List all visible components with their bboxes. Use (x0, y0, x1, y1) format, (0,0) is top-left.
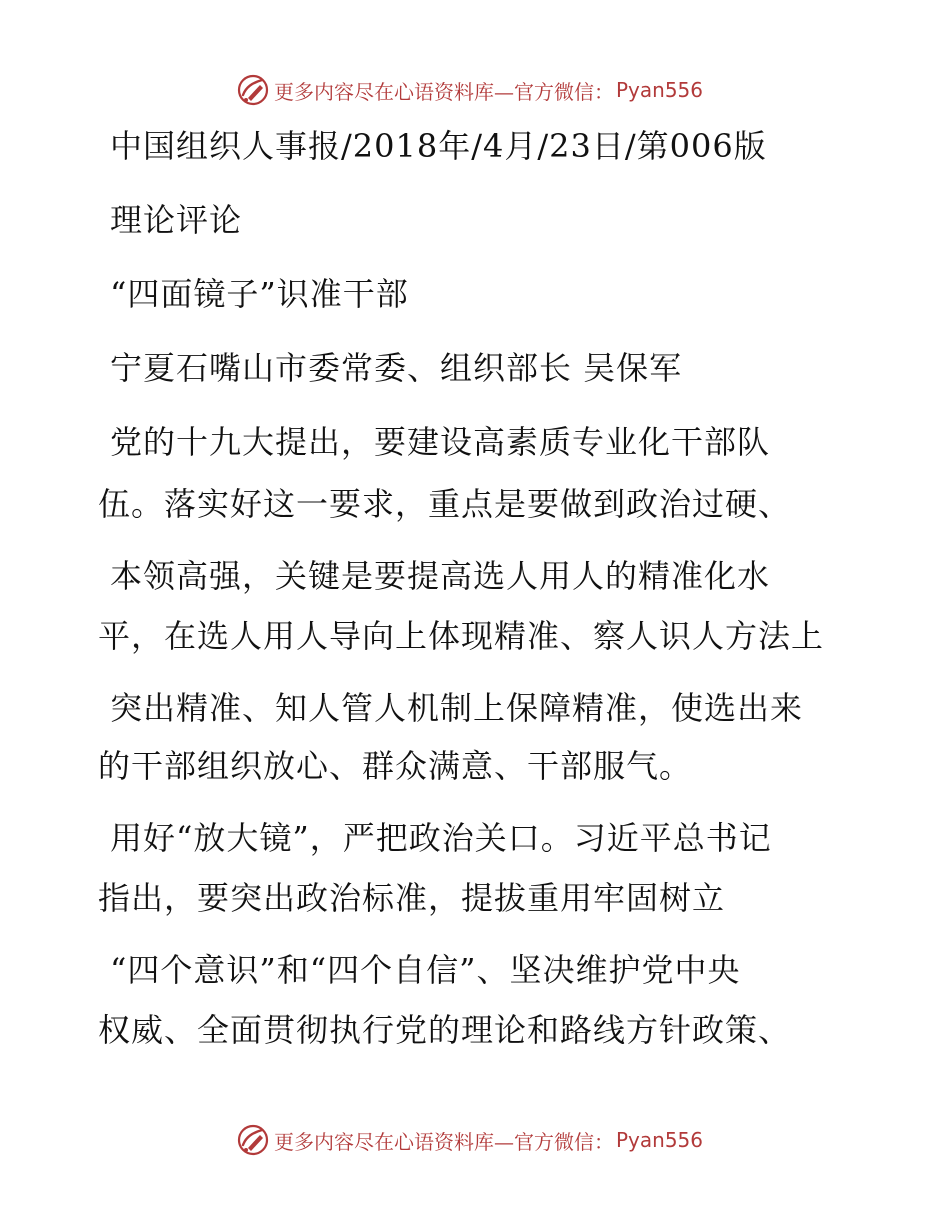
body-line: “四个意识”和“四个自信”、坚决维护党中央 (110, 951, 741, 989)
pen-logo-icon (236, 1123, 270, 1157)
section-name: 理论评论 (110, 201, 243, 239)
watermark-footer (236, 1122, 703, 1158)
body-line: 本领高强，关键是要提高选人用人的精准化水 (110, 557, 771, 595)
author-line: 宁夏石嘴山市委常委、组织部长 吴保军 (110, 349, 683, 387)
article-title: “四面镜子”识准干部 (110, 275, 409, 313)
body-line: 指出，要突出政治标准，提拔重用牢固树立 (98, 879, 726, 917)
body-line: 平，在选人用人导向上体现精准、察人识人方法上 (98, 617, 825, 655)
watermark-header (236, 72, 703, 108)
body-line: 伍。落实好这一要求，重点是要做到政治过硬、 (98, 485, 792, 523)
pen-logo-icon (236, 73, 270, 107)
watermark-text: 更多内容尽在心语资料库—官方微信： (274, 79, 614, 104)
source-line: 中国组织人事报/2018年/4月/23日/第006版 (110, 127, 767, 165)
watermark-account: Pyan556 (616, 1128, 704, 1152)
body-line: 用好“放大镜”，严把政治关口。习近平总书记 (110, 819, 772, 857)
body-line: 党的十九大提出，要建设高素质专业化干部队 (110, 423, 771, 461)
body-line: 突出精准、知人管人机制上保障精准，使选出来 (110, 689, 804, 727)
body-line: 的干部组织放心、群众满意、干部服气。 (98, 747, 693, 785)
watermark-text: 更多内容尽在心语资料库—官方微信： (274, 1129, 614, 1154)
body-line: 权威、全面贯彻执行党的理论和路线方针政策、 (98, 1011, 792, 1049)
watermark-account: Pyan556 (616, 78, 704, 102)
